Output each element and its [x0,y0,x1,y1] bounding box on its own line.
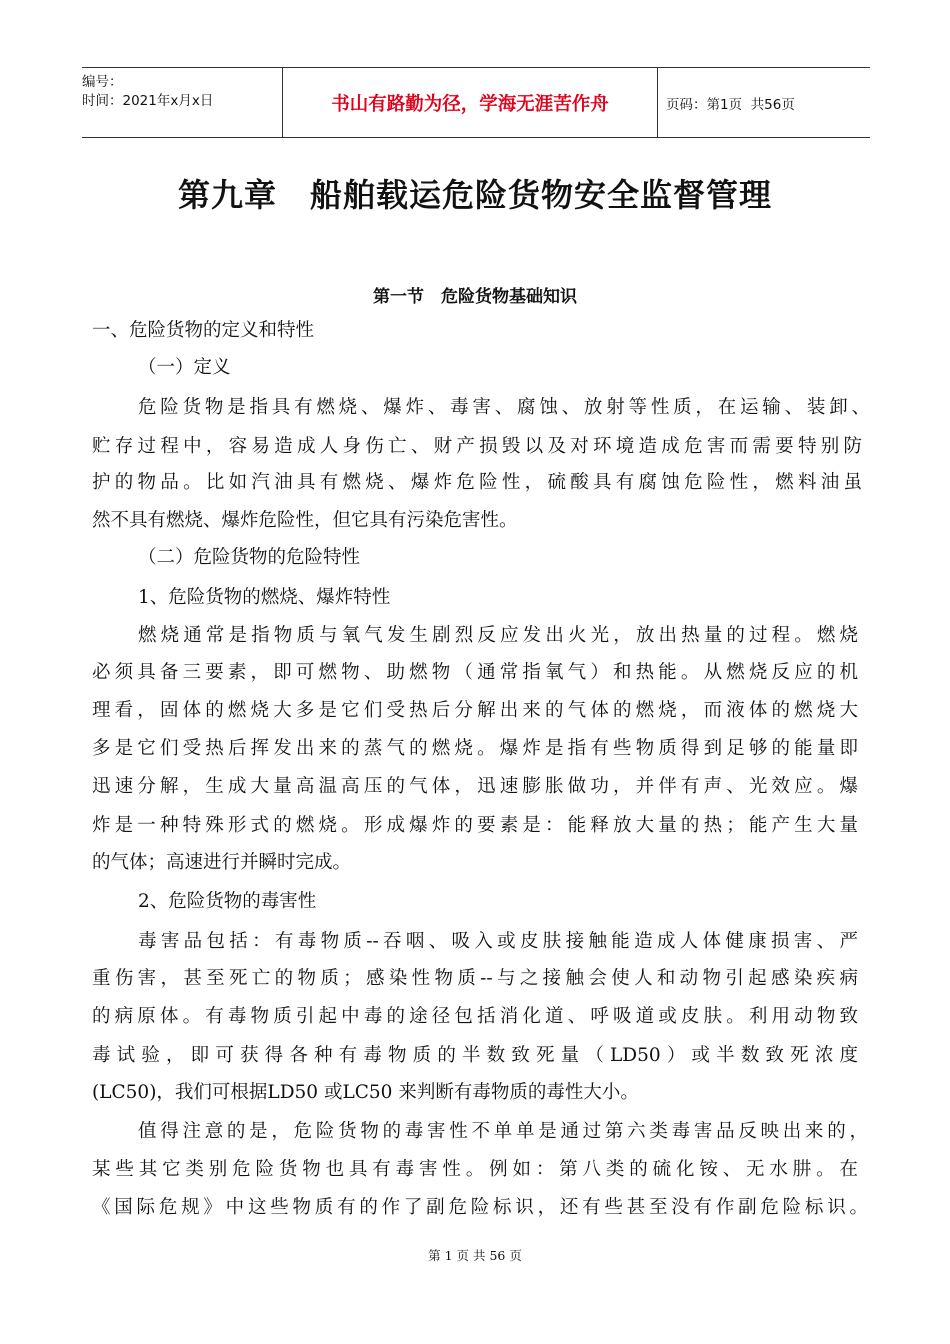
text-line: 必须具备三要素，即可燃物、助燃物（通常指氧气）和热能。从燃烧反应的机 [92,662,858,683]
number-label: 编号： [82,74,123,90]
text-line: 1、危险货物的燃烧、爆炸特性 [138,587,391,608]
text-line: 的病原体。有毒物质引起中毒的途径包括消化道、呼吸道或皮肤。利用动物致 [92,1006,858,1027]
text-line: 2、危险货物的毒害性 [138,891,317,912]
section-title: 第一节 危险货物基础知识 [373,287,577,307]
header-table [82,67,870,138]
text-line: 护的物品。比如汽油具有燃烧、爆炸危险性，硫酸具有腐蚀危险性，燃料油虽 [92,472,862,493]
text-line: 某些其它类别危险货物也具有毒害性。例如：第八类的硫化铵、无水肼。在 [92,1159,858,1180]
text-line: 然不具有燃烧、爆炸危险性，但它具有污染危害性。 [92,510,518,531]
text-line: 值得注意的是，危险货物的毒害性不单单是通过第六类毒害品反映出来的， [138,1121,868,1142]
text-line: 重伤害，甚至死亡的物质；感染性物质--与之接触会使人和动物引起感染疾病 [92,968,858,989]
text-line: （一）定义 [138,357,231,378]
text-line: 毒试验，即可获得各种有毒物质的半数致死量（LD50）或半数致死浓度 [92,1045,858,1066]
page-footer: 第 1 页 共 56 页 [428,1248,522,1263]
header-page-info: 页码：第1页 共56页 [666,96,795,113]
text-line: 《国际危规》中这些物质有的作了副危险标识，还有些甚至没有作副危险标识。 [92,1197,868,1218]
text-line: 炸是一种特殊形式的燃烧。形成爆炸的要素是：能释放大量的热；能产生大量 [92,815,858,836]
header-meta [82,68,282,137]
text-line: (LC50)，我们可根据LD50 或LC50 来判断有毒物质的毒性大小。 [92,1082,639,1103]
text-line: 危险货物是指具有燃烧、爆炸、毒害、腐蚀、放射等性质，在运输、装卸、 [138,397,870,418]
text-line: 燃烧通常是指物质与氧气发生剧烈反应发出火光，放出热量的过程。燃烧 [138,625,858,646]
text-line: 理看，固体的燃烧大多是它们受热后分解出来的气体的燃烧，而液体的燃烧大 [92,700,858,721]
text-line: 的气体；高速进行并瞬时完成。 [92,852,352,873]
text-line: 毒害品包括：有毒物质--吞咽、吸入或皮肤接触能造成人体健康损害、严 [138,931,858,952]
text-line: 多是它们受热后挥发出来的蒸气的燃烧。爆炸是指有些物质得到足够的能量即 [92,738,858,759]
text-line: 贮存过程中，容易造成人身伤亡、财产损毁以及对环境造成危害而需要特别防 [92,436,862,457]
chapter-title: 第九章 船舶载运危险货物安全监督管理 [177,176,772,214]
text-line: 一、危险货物的定义和特性 [92,320,315,341]
header-motto: 书山有路勤为径，学海无涯苦作舟 [282,68,658,137]
text-line: 迅速分解，生成大量高温高压的气体，迅速膨胀做功，并伴有声、光效应。爆 [92,776,858,797]
time-label: 时间：2021年x月x日 [82,93,214,109]
text-line: （二）危险货物的危险特性 [138,547,361,568]
